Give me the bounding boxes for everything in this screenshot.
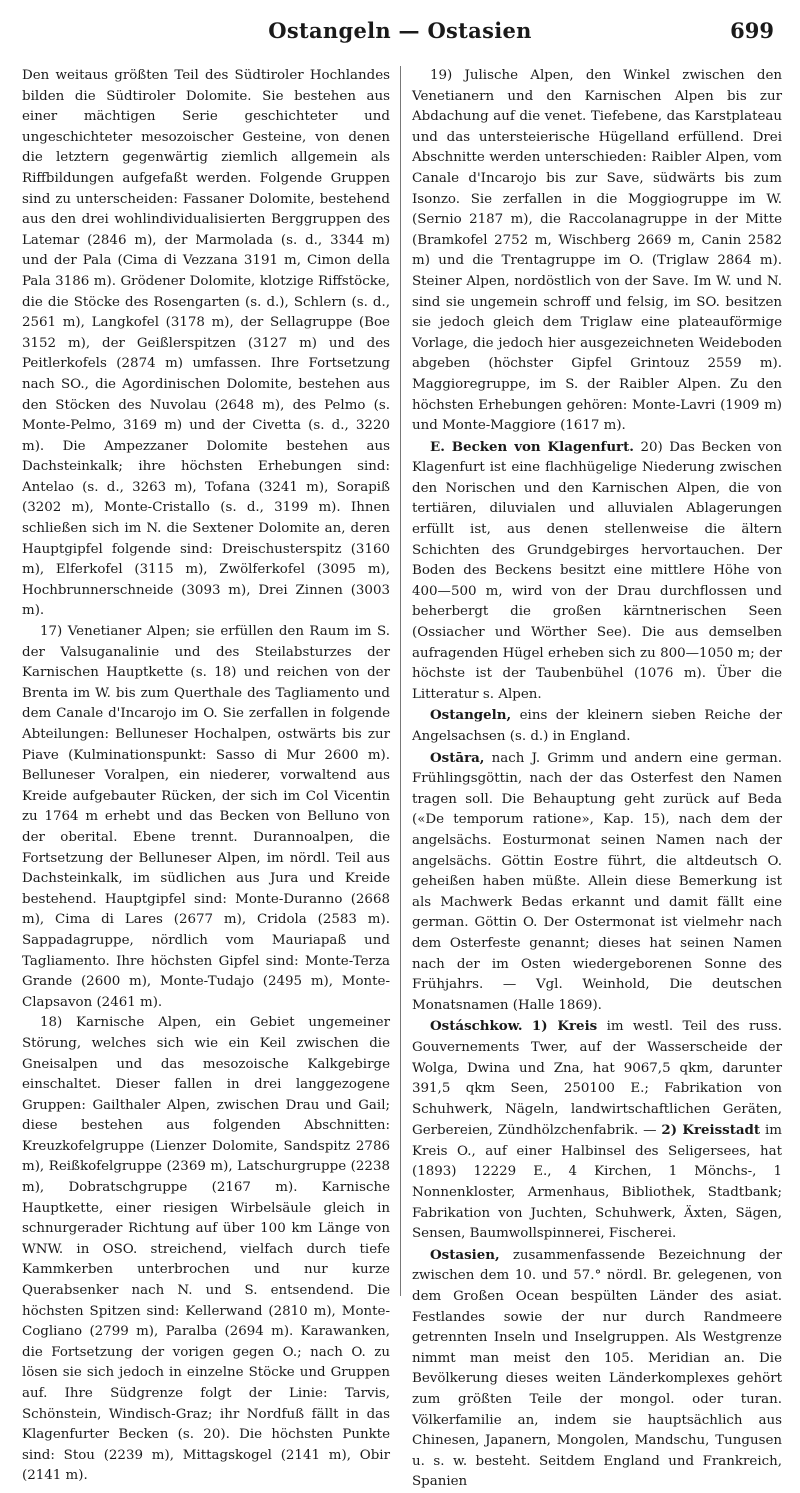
headword-ostara: Ostāra, bbox=[430, 749, 485, 766]
ostangeln-text: eins der kleinern sieben Reiche der Angelsachsen (s. d.) in England. bbox=[412, 708, 782, 744]
paragraph-becken-klagenfurt bbox=[412, 437, 782, 706]
ostasien-text: zusammenfassende Bezeichnung der zwischen dem 10. und 57.° nördl. Br. gelegenen, von dem Großen Ocean bespülten Länder des asiat. Festlandes sowie der nur durch Randmeere getrennten Inseln und Inselgruppen. Als Westgrenze nimmt man meist den 105. Meridian an. Die Bevölkerung dieses weiten Länderkomplexes gehört zum größten Teile der mongol. oder turan. Völkerfamilie an, indem sie hauptsächlich aus Chinesen, Japanern, Mongolen, Mandschu, Tungusen u. s. w. besteht. Seitdem England und Frankreich, Spanien bbox=[412, 1247, 782, 1490]
paragraph-julische-alpen: 19) Julische Alpen, den Winkel zwischen den Venetianern und den Karnischen Alpen bis zur Abdachung auf die venet. Tiefebene, das Karstplateau und das untersteierische Hügelland erfüllend. Drei Abschnitte werden unterschieden: Raibler Alpen, vom Canale d'Incarojo bis zur Save, südwärts bis zum Isonzo. Sie zerfallen in die Moggiogruppe im W. (Sernio 2187 m), die Raccolanagruppe in der Mitte (Bramkofel 2752 m, Wischberg 2669 m, Canin 2582 m) und die Trentagruppe im O. (Triglaw 2864 m). Steiner Alpen, nordöstlich von der Save. Im W. und N. sind sie ungemein schroff und felsig, im SO. besitzen sie jedoch gleich dem Triglaw eine plateauförmige Vorlage, die jedoch hier ausgezeichneten Weideboden abgeben (höchster Gipfel Grintouz 2559 m). Maggioregruppe, im S. der Raibler Alpen. Zu den höchsten Erhebungen gehören: Monte-Lavri (1909 m) und Monte-Maggiore (1617 m). bbox=[412, 68, 782, 434]
ostaschkow-text: im westl. Teil des russ. Gouvernements Twer, auf der Wasserscheide der Wolga, Dwina und Zna, hat 9067,5 qkm, darunter 391,5 qkm Seen, 250100 E.; Fabrikation von Schuhwerk, Nägeln, landwirtschaftlichen Geräten, Gerbereien, Zündhölzchenfabrik. — bbox=[412, 1019, 782, 1139]
headword-ostangeln: Ostangeln, bbox=[430, 707, 512, 724]
column-divider bbox=[400, 66, 401, 1296]
ostaschkow-text-2: im Kreis O., auf einer Halbinsel des Seligersees, hat (1893) 12229 E., 4 Kirchen, 1 Mönchs-, 1 Nonnenkloster, Armenhaus, Bibliothek, Stadtbank; Fabrikation von Juchten, Schuhwerk, Äxten, Sägen, Sensen, Baumwollspinnerei, Fischerei. bbox=[412, 1123, 782, 1242]
paragraph-suedtiroler-dolomite: Den weitaus größten Teil des Südtiroler Hochlandes bilden die Südtiroler Dolomite. Sie bestehen aus einer mächtigen Serie geschichteter und ungeschichteter mesozoischer Gesteine, von denen die letztern gegenwärtig ziemlich allgemein als Riffbildungen aufgefaßt werden. Folgende Gruppen sind zu unterscheiden: Fassaner Dolomite, bestehend aus den drei wohlindividualisierten Berggruppen des Latemar (2846 m), der Marmolada (s. d., 3344 m) und der Pala (Cima di Vezzana 3191 m, Cimon della Pala 3186 m). Grödener Dolomite, klotzige Riffstöcke, die die Stöcke des Rosengarten (s. d.), Schlern (s. d., 2561 m), Langkofel (3178 m), der Sellagruppe (Boe 3152 m), der Geißlerspitzen (3127 m) und des Peitlerkofels (2874 m) umfassen. Ihre Fortsetzung nach SO., die Agordinischen Dolomite, bestehen aus den Stöcken des Nuvolau (2648 m), des Pelmo (s. Monte-Pelmo, 3169 m) und der Civetta (s. d., 3220 m). Die Ampezzaner Dolomite bestehen aus Dachsteinkalk; ihre höchsten Erhebungen sind: Antelao (s. d., 3263 m), Tofana (3241 m), Sorapiß (3202 m), Monte-Cristallo (s. d., 3199 m). Ihnen schließen sich im N. die Sextener Dolomite an, deren Hauptgipfel folgende sind: Dreischusterspitz (3160 m), Elferkofel (3115 m), Zwölferkofel (3095 m), Hochbrunnerschneide (3093 m), Drei Zinnen (3003 m). bbox=[22, 68, 390, 619]
headword-ostasien: Ostasien, bbox=[430, 1246, 500, 1263]
left-column bbox=[22, 66, 390, 1484]
ostaschkow-kreis-label: 1) Kreis bbox=[531, 1018, 598, 1035]
right-column bbox=[412, 66, 782, 1490]
page-header bbox=[0, 18, 800, 50]
entry-ostara bbox=[412, 748, 782, 1017]
ostara-text: nach J. Grimm und andern eine german. Frühlingsgöttin, nach der das Osterfest den Namen tragen soll. Die Behauptung geht zurück auf Beda («De temporum ratione», Kap. 15), nach dem der angelsächs. Eosturmonat seinen Namen nach der angelsächs. Göttin Eostre führt, die altdeutsch O. geheißen haben müßte. Allein diese Bemerkung ist als Machwerk Bedas erkannt und damit fällt eine german. Göttin O. Der Ostermonat ist vielmehr nach dem Osterfeste genannt; dieses hat seinen Namen nach der im Osten wiedergeborenen Sonne des Frühjahrs. — Vgl. Weinhold, Die deutschen Monatsnamen (Halle 1869). bbox=[412, 750, 782, 1013]
entry-ostaschkow bbox=[412, 1016, 782, 1245]
klagenfurt-text: 20) Das Becken von Klagenfurt ist eine flachhügelige Niederung zwischen den Norischen und den Karnischen Alpen, die von tertiären, diluvialen und alluvialen Ablagerungen erfüllt ist, aus denen stellenweise die ältern Schichten des Grundgebirges hervortauchen. Der Boden des Beckens besitzt eine mittlere Höhe von 400—500 m, wird von der Drau durchflossen und beherbergt die großen kärntnerischen Seen (Ossiacher und Wörther See). Die aus demselben aufragenden Hügel erheben sich zu 800—1050 m; der höchste ist der Taubenbühel (1076 m). Über die Litteratur s. Alpen. bbox=[412, 439, 782, 702]
entry-ostangeln bbox=[412, 705, 782, 747]
page-number: 699 bbox=[730, 18, 774, 43]
paragraph-karnische-alpen: 18) Karnische Alpen, ein Gebiet ungemeiner Störung, welches sich wie ein Keil zwischen die Gneisalpen und das mesozoische Kalkgebirge einschaltet. Dieser fallen in drei langgezogene Gruppen: Gailthaler Alpen, zwischen Drau und Gail; diese bestehen aus folgenden Abschnitten: Kreuzkofelgruppe (Lienzer Dolomite, Sandspitz 2786 m), Reißkofelgruppe (2369 m), Latschurgruppe (2238 m), Dobratschgruppe (2167 m). Karnische Hauptkette, einer riesigen Wirbelsäule gleich in schnurgerader Richtung auf über 100 km Länge von WNW. in OSO. streichend, vielfach durch tiefe Kammkerben unterbrochen und nur kurze Querabsenker nach N. und S. entsendend. Die höchsten Spitzen sind: Kellerwand (2810 m), Monte-Cogliano (2799 m), Paralba (2694 m). Karawanken, die Fortsetzung der vorigen gegen O.; nach O. zu lösen sie sich jedoch in einzelne Stöcke und Gruppen auf. Ihre Südgrenze folgt der Linie: Tarvis, Schönstein, Windisch-Graz; ihr Nordfuß fällt in das Klagenfurter Becken (s. 20). Die höchsten Punkte sind: Stou (2239 m), Mittagskogel (2141 m), Obir (2141 m). bbox=[22, 1015, 390, 1484]
paragraph-venetianer-alpen: 17) Venetianer Alpen; sie erfüllen den Raum im S. der Valsuganalinie und des Steilabsturzes der Karnischen Hauptkette (s. 18) und reichen von der Brenta im W. bis zum Querthale des Tagliamento und dem Canale d'Incarojo im O. Sie zerfallen in folgende Abteilungen: Belluneser Hochalpen, ostwärts bis zur Piave (Kulminationspunkt: Sasso di Mur 2600 m). Belluneser Voralpen, ein niederer, vorwaltend aus Kreide aufgebauter Rücken, der sich im Col Vicentin zu 1764 m erhebt und das Becken von Belluno von der oberital. Ebene trennt. Durannoalpen, die Fortsetzung der Belluneser Alpen, im nördl. Teil aus Dachsteinkalk, im südlichen aus Jura und Kreide bestehend. Hauptgipfel sind: Monte-Duranno (2668 m), Cima di Lares (2677 m), Cridola (2583 m). Sappadagruppe, nördlich vom Mauriapaß und Tagliamento. Ihre höchsten Gipfel sind: Monte-Terza Grande (2600 m), Monte-Tudajo (2495 m), Monte-Clapsavon (2461 m). bbox=[22, 624, 390, 1010]
entry-ostasien bbox=[412, 1245, 782, 1493]
running-title: Ostangeln — Ostasien bbox=[268, 18, 532, 43]
section-heading-klagenfurt: E. Becken von Klagenfurt. bbox=[430, 438, 634, 455]
ostaschkow-kreisstadt-label: 2) Kreisstadt bbox=[661, 1122, 761, 1139]
headword-ostaschkow: Ostáschkow. bbox=[430, 1018, 523, 1035]
